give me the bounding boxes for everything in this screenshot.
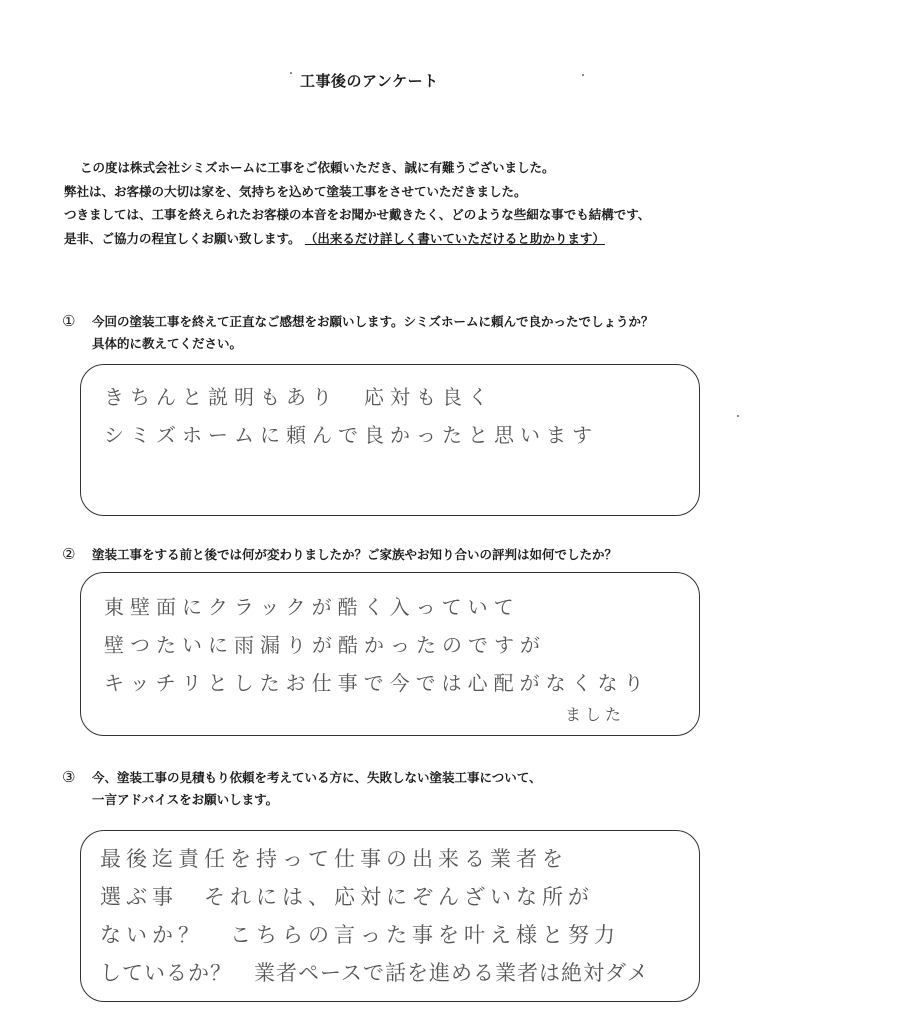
question-2 [62, 543, 617, 566]
intro-line-4 [64, 227, 824, 251]
answer-2-line-1: 東壁面にクラックが酷く入っていて [104, 595, 520, 619]
answer-2-line-3: キッチリとしたお仕事で今では心配がなくなり [104, 671, 650, 695]
answer-3-line-1: 最後迄責任を持って仕事の出来る業者を [100, 847, 568, 871]
intro-line-2: 弊社は、お客様の大切は家を、気持ちを込めて塗装工事をさせていただきました。 [64, 183, 527, 199]
answer-1-handwriting [104, 378, 598, 454]
scan-speck [737, 415, 739, 417]
question-2-line-1: 塗装工事をする前と後では何が変わりましたか？ご家族やお知り合いの評判は如何でしたか？ [92, 547, 618, 562]
answer-3-line-2: 選ぶ事 それには、応対にぞんざいな所が [100, 885, 594, 909]
answer-3-handwriting [100, 840, 649, 992]
question-3-number: ③ [62, 768, 76, 786]
answer-3-line-3: ないか？ こちらの言った事を叶え様と努力 [100, 923, 620, 947]
question-3 [62, 766, 542, 811]
question-1 [62, 310, 654, 355]
scan-speck [290, 72, 292, 74]
answer-1-line-2: シミズホームに頼んで良かったと思います [104, 423, 598, 447]
question-3-line-1: 今、塗装工事の見積もり依頼を考えている方に、失敗しない塗装工事について、 [92, 770, 542, 785]
answer-3-line-4: しているか？ 業者ペースで話を進める業者は絶対ダメ [100, 961, 649, 985]
question-1-number: ① [62, 312, 76, 330]
question-2-number: ② [62, 545, 76, 563]
answer-2-line-4: ました [565, 705, 626, 724]
intro-line-4-main: 是非、ご協力の程宜しくお願い致します。 [64, 230, 301, 246]
answer-2-handwriting [104, 588, 650, 702]
question-1-line-1: 今回の塗装工事を終えて正直なご感想をお願いします。シミズホームに頼んで良かったでしょうか？ [92, 314, 654, 329]
scan-speck [582, 74, 584, 76]
intro-line-4-note: （出来るだけ詳しく書いていただけると助かります） [304, 230, 605, 246]
intro-line-3: つきましては、工事を終えられたお客様の本音をお聞かせ戴きたく、どのような些細な事でも結構です、 [64, 207, 651, 222]
answer-2-line-2: 壁つたいに雨漏りが酷かったのですが [104, 633, 546, 657]
page-title: 工事後のアンケート [300, 72, 439, 90]
answer-1-line-1: きちんと説明もあり 応対も良く [104, 385, 494, 409]
question-1-line-2: 具体的に教えてください。 [92, 336, 243, 351]
intro-text [64, 156, 824, 250]
question-3-line-2: 一言アドバイスをお願いします。 [92, 792, 279, 807]
intro-line-1: この度は株式会社シミズホームに工事をご依頼いただき、誠に有難うございました。 [80, 160, 555, 175]
